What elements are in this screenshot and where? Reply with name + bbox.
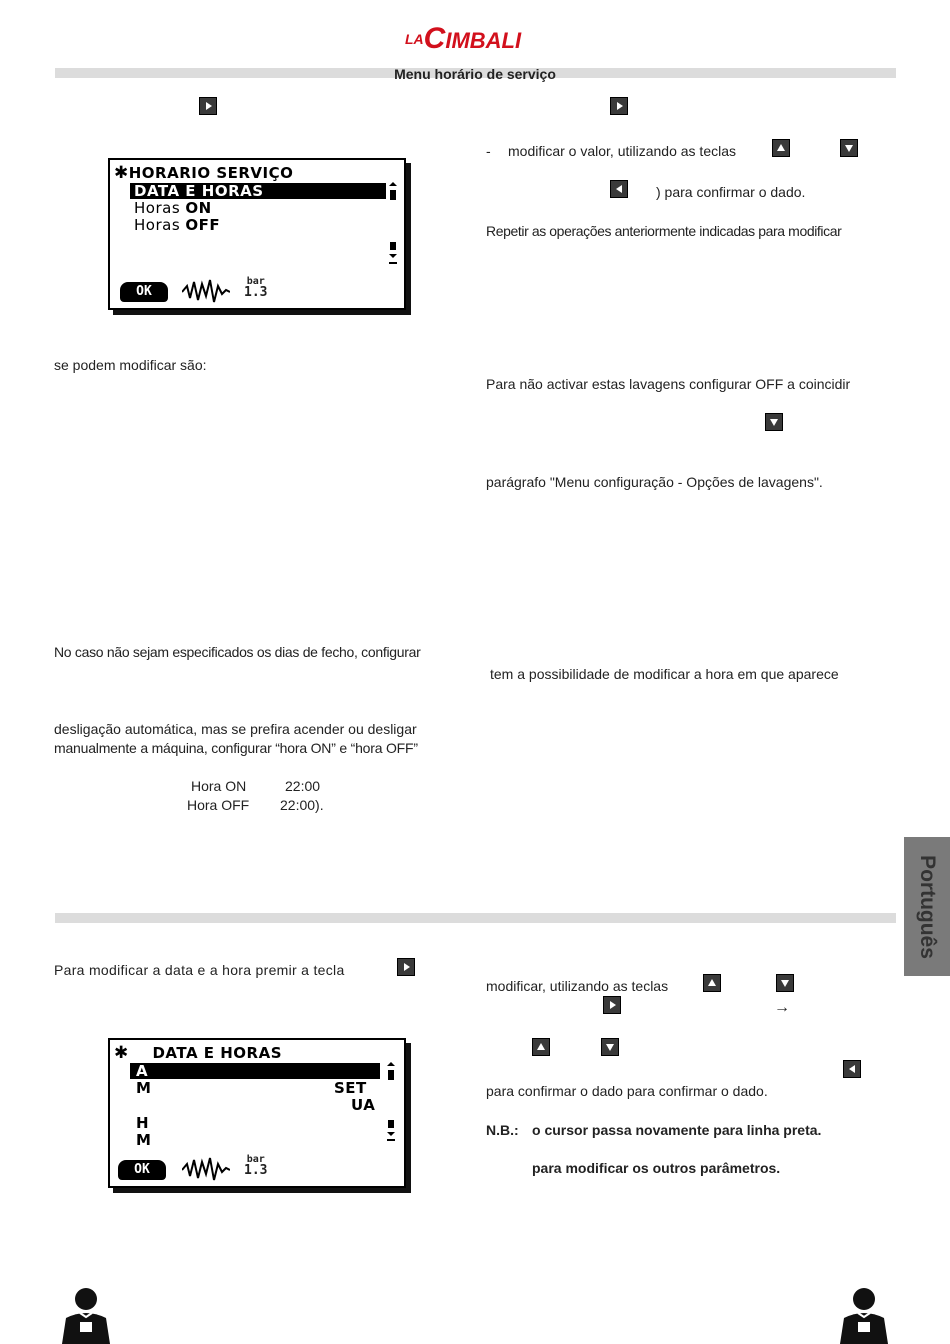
lcd-row-horas-on: Horas ON [134,199,212,217]
waveform-icon [182,1156,230,1182]
section-title: Menu horário de serviço [394,66,556,82]
right-text-3: Repetir as operações anteriormente indicadas para modificar [486,223,842,239]
scrollbar-icon [386,1062,396,1144]
right-key-icon [397,958,415,976]
right-key-icon [199,97,217,115]
down-key-icon [765,413,783,431]
lcd-selected-row: DATA E HORAS [130,183,386,199]
right2-text-1: modificar, utilizando as teclas [486,978,669,994]
hora-off-label: Hora OFF [187,797,250,813]
hora-on-value: 22:00 [285,778,321,794]
lcd-row-horas-off: Horas OFF [134,216,221,234]
lcd2-row-m2: M [136,1131,152,1149]
lcd-display-horario [108,158,406,310]
dash-bullet: - [486,143,491,159]
right-text-4: Para não activar estas lavagens configurar OFF a coincidir [486,376,851,392]
section-bar-2 [55,913,896,923]
nb-label: N.B.: [486,1122,519,1138]
lcd-title: ✱HORARIO SERVIÇO [114,163,294,183]
right-text-5: parágrafo "Menu configuração - Opções de lavagens". [486,474,823,490]
hora-on-label: Hora ON [191,778,247,794]
right-key-icon [603,996,621,1014]
up-key-icon [703,974,721,992]
left-text-4: manualmente a máquina, configurar “hora ON” e “hora OFF” [54,740,418,756]
left-key-icon [843,1060,861,1078]
waiter-icon [56,1286,116,1344]
lcd2-row-set: SET [334,1079,367,1097]
left-text-2: No caso não sejam especificados os dias de fecho, configurar [54,644,421,660]
nb-text: o cursor passa novamente para linha preta. [532,1122,822,1138]
left2-text-1: Para modificar a data e a hora premir a tecla [54,962,345,978]
left-text-3: desligação automática, mas se prefira acender ou desligar [54,721,417,737]
scrollbar-icon [388,182,398,272]
left-text-1: se podem modificar são: [54,357,207,373]
lcd2-selected-row: A [130,1063,380,1079]
asterisk-icon: ✱ [114,1043,129,1063]
pressure-readout: bar 1.3 [244,1154,268,1178]
right2-text-2: para confirmar o dado para confirmar o dado. [486,1083,768,1099]
pressure-readout: bar 1.3 [244,276,268,300]
hora-off-value: 22:00). [280,797,324,813]
asterisk-icon: ✱ [114,163,129,183]
down-key-icon [601,1038,619,1056]
lcd2-row-m: M [136,1079,152,1097]
down-key-icon [840,139,858,157]
arrow-right-icon: → [774,999,790,1016]
nb-text-2: para modificar os outros parâmetros. [532,1160,781,1176]
down-key-icon [776,974,794,992]
lcd2-title: ✱ DATA E HORAS [114,1043,283,1063]
right-text-1: modificar o valor, utilizando as teclas [508,143,736,159]
lcd2-row-h: H [136,1114,150,1132]
up-key-icon [772,139,790,157]
up-key-icon [532,1038,550,1056]
right-text-2: ) para confirmar o dado. [656,184,806,200]
right-key-icon [610,97,628,115]
right-text-6: tem a possibilidade de modificar a hora em que aparece [490,666,839,682]
waiter-icon [834,1286,894,1344]
language-tab: Português [904,837,950,976]
lcd-display-data-horas [108,1038,406,1188]
lcd2-row-ua: UA [351,1096,376,1114]
waveform-icon [182,278,230,304]
lacimbali-logo: LACIMBALI [405,22,522,55]
lcd-ok-button: OK [120,282,168,302]
lcd2-ok-button: OK [118,1160,166,1180]
left-key-icon [610,180,628,198]
